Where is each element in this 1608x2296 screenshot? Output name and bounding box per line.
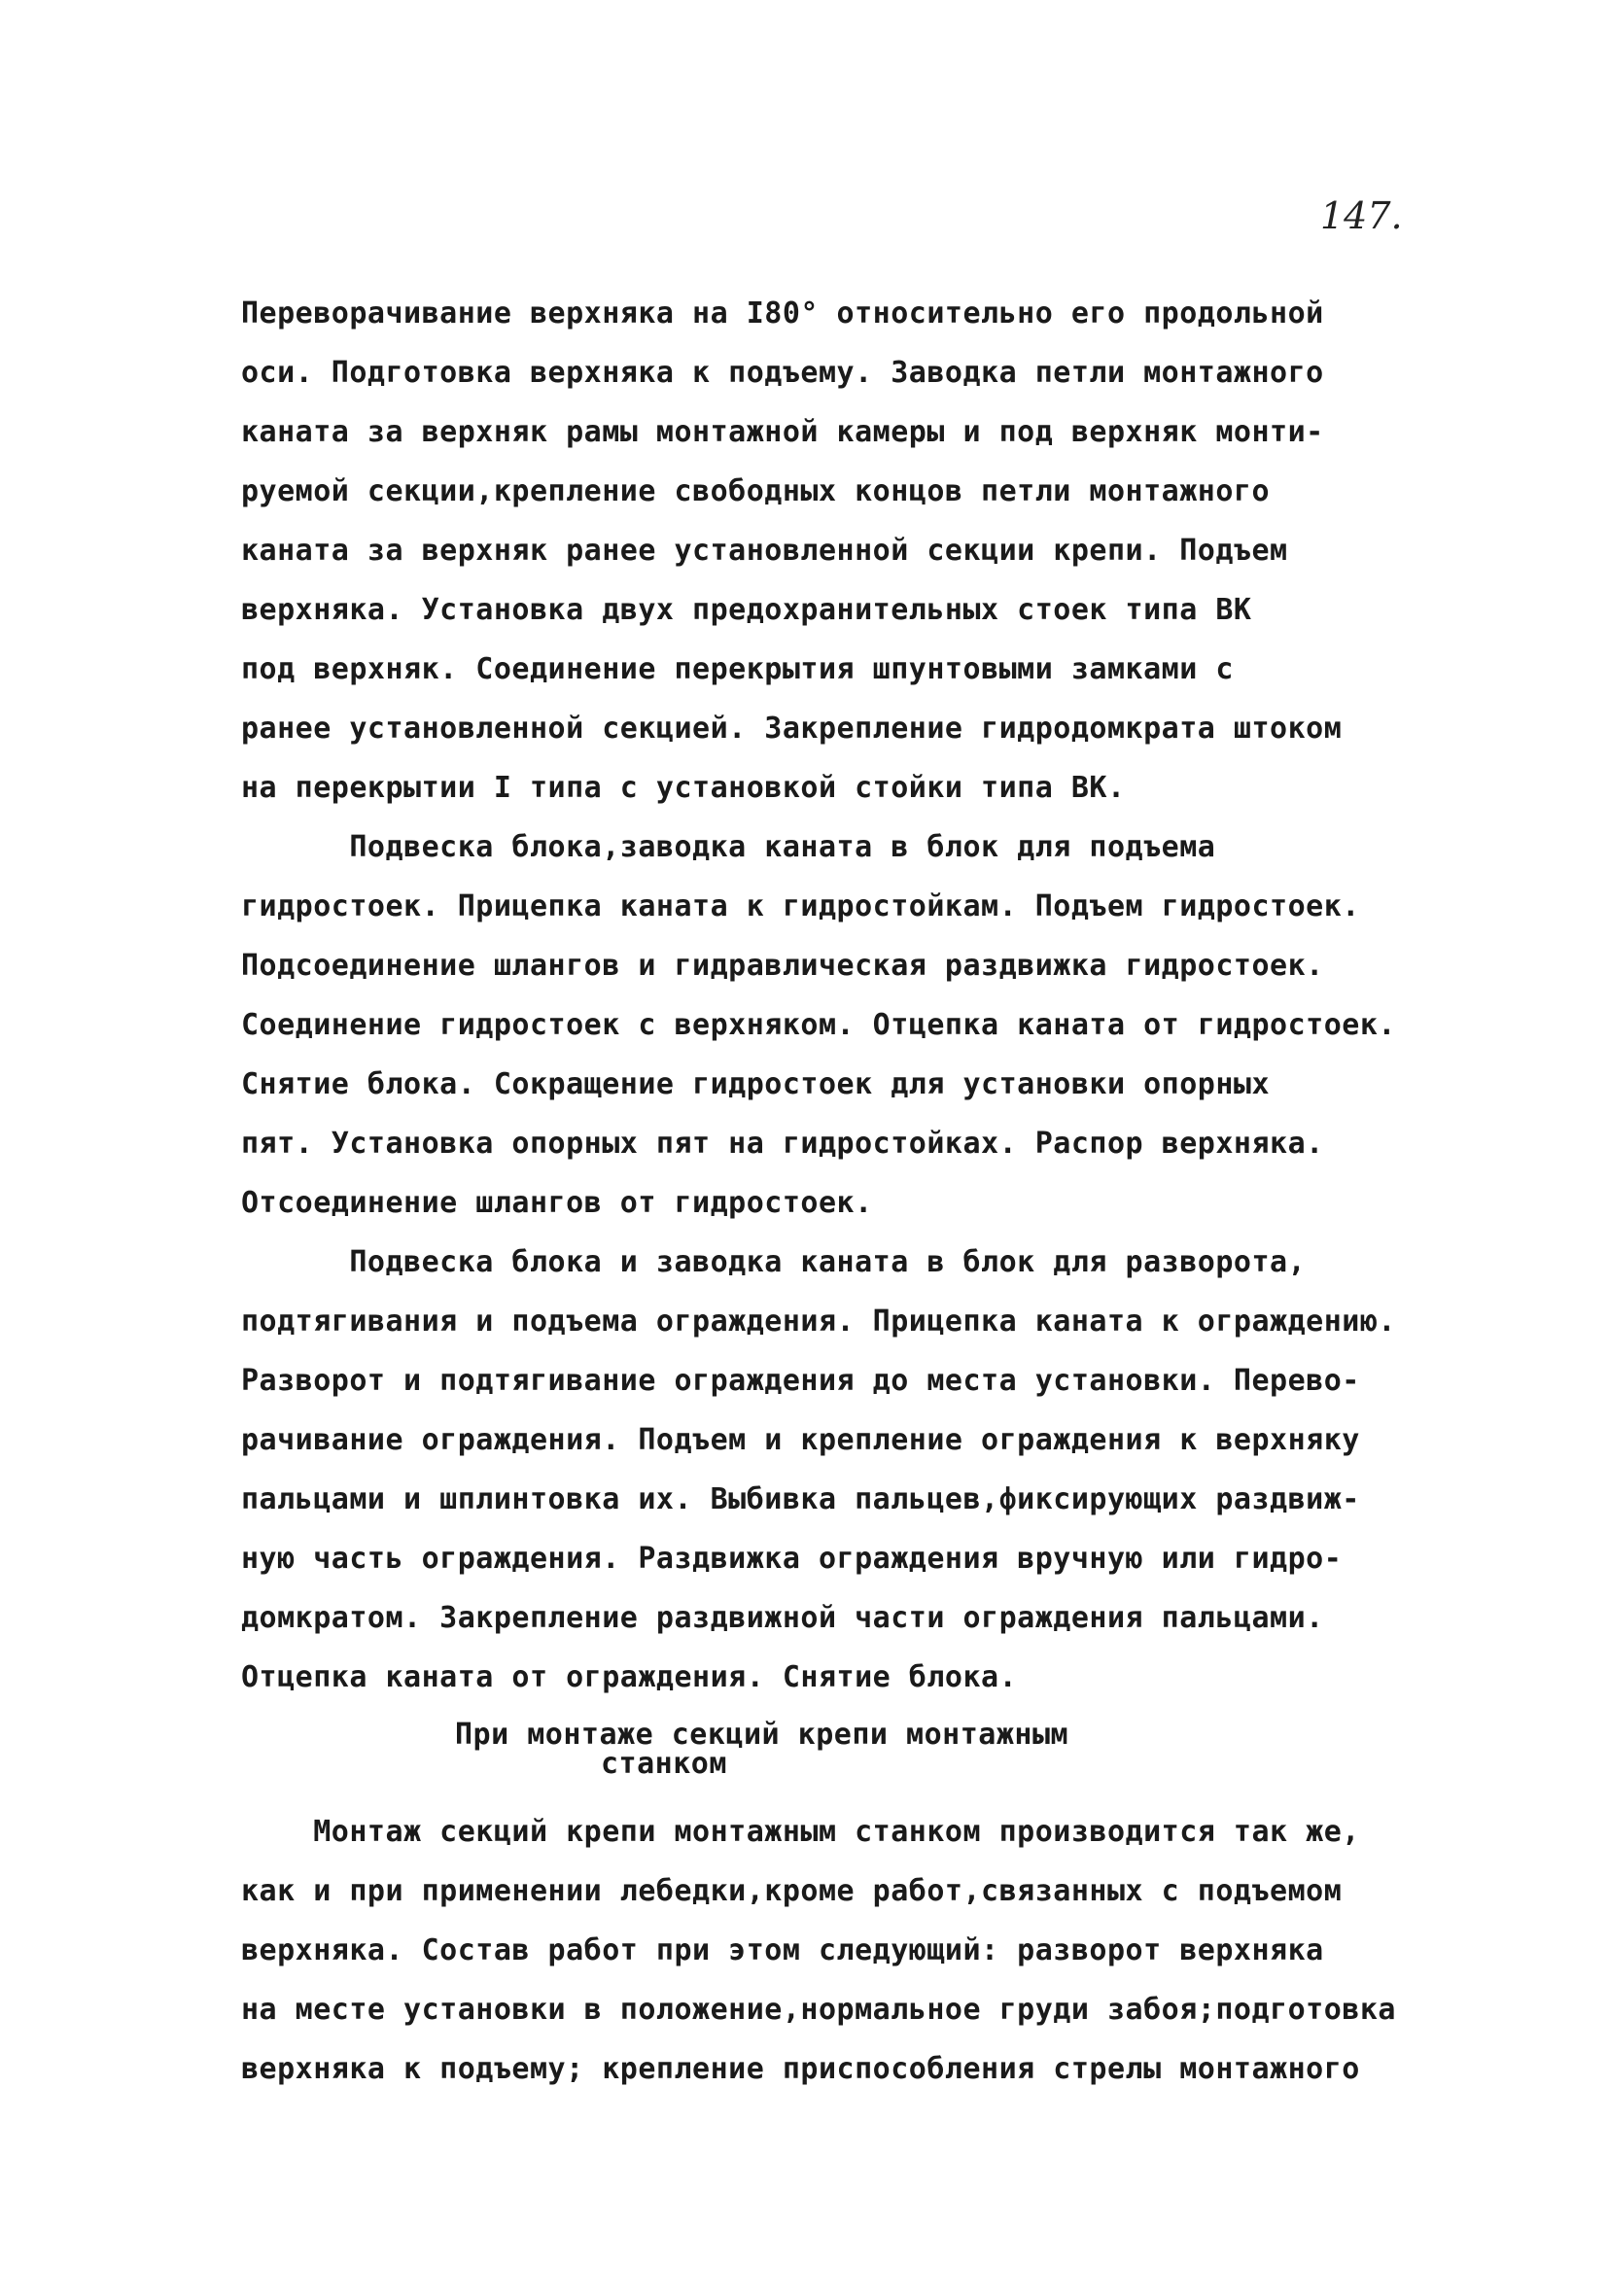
text-line: как и при применении лебедки,кроме работ,связанных с подъемом: [241, 1874, 1343, 1908]
text-line: Отцепка каната от ограждения. Снятие блока.: [241, 1660, 1018, 1694]
text-line: Подвеска блока и заводка каната в блок для разворота,: [241, 1245, 1307, 1279]
text-line: каната за верхняк рамы монтажной камеры и под верхняк монти-: [241, 415, 1324, 449]
text-line: руемой секции,крепление свободных концов петли монтажного: [241, 474, 1271, 508]
text-line: Подвеска блока,заводка каната в блок для подъема: [241, 830, 1216, 864]
text-line: верхняка. Установка двух предохранительных стоек типа ВК: [241, 593, 1252, 627]
page-number: 147.: [1320, 194, 1403, 237]
heading-line-1: При монтаже секций крепи монтажным: [455, 1718, 1069, 1752]
text-line: каната за верхняк ранее установленной секции крепи. Подъем: [241, 534, 1288, 568]
text-line: Соединение гидростоек с верхняком. Отцепка каната от гидростоек.: [241, 1008, 1396, 1042]
text-line: Подсоединение шлангов и гидравлическая раздвижка гидростоек.: [241, 949, 1324, 983]
text-line: подтягивания и подъема ограждения. Прицепка каната к ограждению.: [241, 1305, 1396, 1339]
text-line: пят. Установка опорных пят на гидростойках. Распор верхняка.: [241, 1127, 1324, 1161]
text-line: Разворот и подтягивание ограждения до места установки. Перево-: [241, 1364, 1360, 1398]
text-line: под верхняк. Соединение перекрытия шпунтовыми замками с: [241, 652, 1234, 686]
text-line: гидростоек. Прицепка каната к гидростойкам. Подъем гидростоек.: [241, 889, 1360, 923]
paragraph-4: [241, 1802, 1505, 2099]
text-line: рачивание ограждения. Подъем и крепление ограждения к верхняку: [241, 1423, 1360, 1457]
text-line: Отсоединение шлангов от гидростоек.: [241, 1186, 873, 1220]
text-line: Снятие блока. Сокращение гидростоек для установки опорных: [241, 1067, 1271, 1101]
text-line: ную часть ограждения. Раздвижка ограждения вручную или гидро-: [241, 1542, 1343, 1576]
text-line: на месте установки в положение,нормальное груди забоя;подготовка: [241, 1993, 1396, 2027]
text-line: верхняка. Состав работ при этом следующий: разворот верхняка: [241, 1933, 1324, 1967]
text-line: оси. Подготовка верхняка к подъему. Заводка петли монтажного: [241, 356, 1324, 390]
text-line: верхняка к подъему; крепление приспособления стрелы монтажного: [241, 2052, 1360, 2086]
paragraph-3: [241, 1233, 1505, 1707]
document-body: [241, 284, 1505, 2099]
text-line: ранее установленной секцией. Закрепление гидродомкрата штоком: [241, 712, 1343, 746]
text-line: домкратом. Закрепление раздвижной части ограждения пальцами.: [241, 1601, 1324, 1635]
heading-line-2: станком: [601, 1747, 727, 1781]
paragraph-2: [241, 818, 1505, 1233]
text-line: Переворачивание верхняка на I80° относительно его продольной: [241, 296, 1324, 330]
paragraph-1: [241, 284, 1505, 818]
text-line: пальцами и шплинтовка их. Выбивка пальцев,фиксирующих раздвиж-: [241, 1482, 1360, 1516]
section-heading: [241, 1707, 1505, 1802]
text-line: на перекрытии I типа с установкой стойки типа ВК.: [241, 771, 1126, 805]
text-line: Монтаж секций крепи монтажным станком производится так же,: [241, 1815, 1360, 1849]
